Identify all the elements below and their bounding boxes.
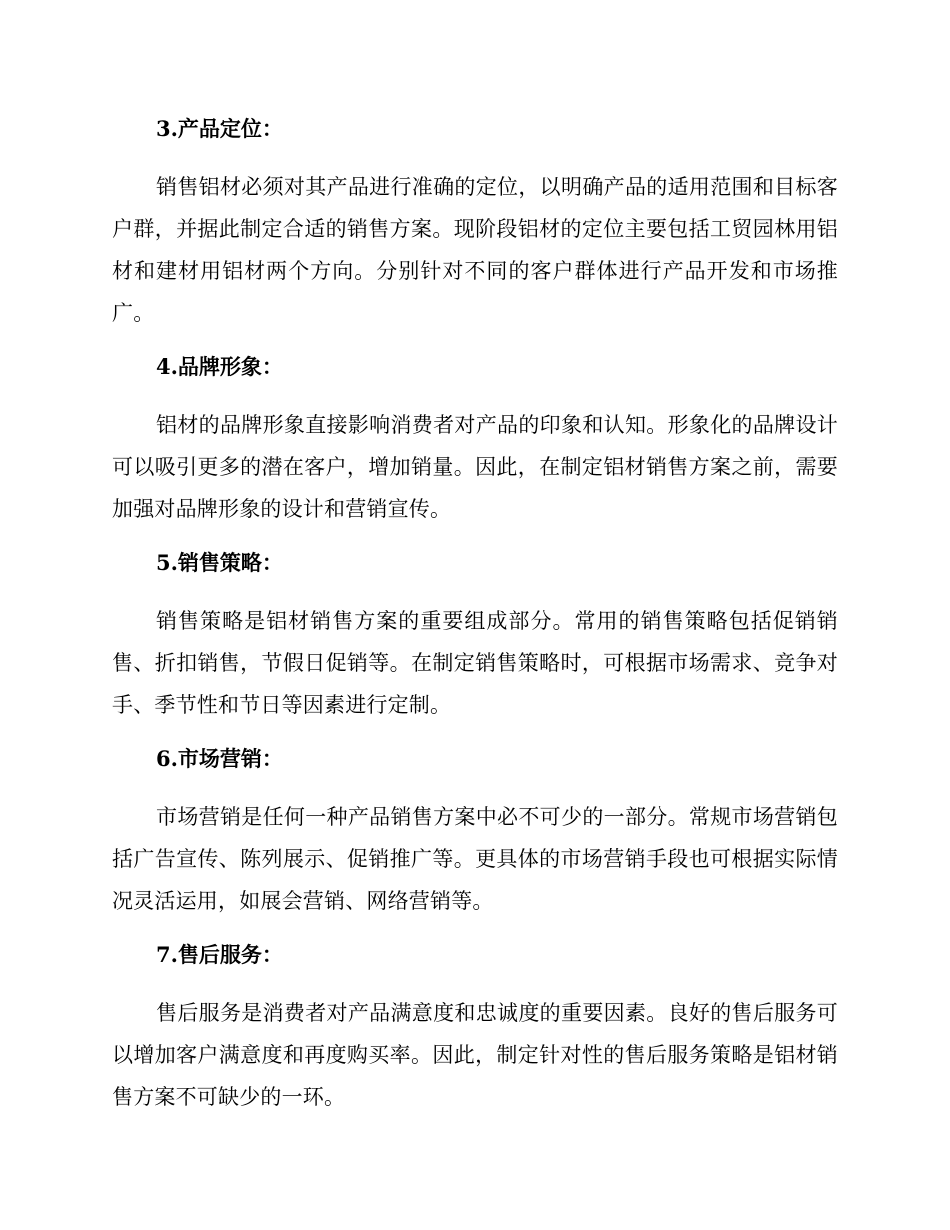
section-heading: 6.市场营销： xyxy=(156,746,283,771)
section-after-sales-service xyxy=(112,940,838,1118)
section-product-positioning xyxy=(112,114,838,334)
section-heading: 5.销售策略： xyxy=(156,550,283,575)
section-brand-image xyxy=(112,352,838,530)
section-paragraph: 销售铝材必须对其产品进行准确的定位，以明确产品的适用范围和目标客户群，并据此制定合适的销售方案。现阶段铝材的定位主要包括工贸园林用铝材和建材用铝材两个方向。分别针对不同的客户群体进行产品开发和市场推广。 xyxy=(112,175,838,325)
section-heading: 7.售后服务： xyxy=(156,942,283,967)
section-paragraph: 售后服务是消费者对产品满意度和忠诚度的重要因素。良好的售后服务可以增加客户满意度和再度购买率。因此，制定针对性的售后服务策略是铝材销售方案不可缺少的一环。 xyxy=(112,1001,838,1109)
section-paragraph: 销售策略是铝材销售方案的重要组成部分。常用的销售策略包括促销销售、折扣销售，节假日促销等。在制定销售策略时，可根据市场需求、竞争对手、季节性和节日等因素进行定制。 xyxy=(112,609,838,717)
section-paragraph: 市场营销是任何一种产品销售方案中必不可少的一部分。常规市场营销包括广告宣传、陈列展示、促销推广等。更具体的市场营销手段也可根据实际情况灵活运用，如展会营销、网络营销等。 xyxy=(112,805,838,913)
section-paragraph: 铝材的品牌形象直接影响消费者对产品的印象和认知。形象化的品牌设计可以吸引更多的潜在客户，增加销量。因此，在制定铝材销售方案之前，需要加强对品牌形象的设计和营销宣传。 xyxy=(112,413,838,521)
section-marketing xyxy=(112,744,838,922)
section-heading: 4.品牌形象： xyxy=(156,354,283,379)
section-heading: 3.产品定位： xyxy=(156,116,283,141)
section-sales-strategy xyxy=(112,548,838,726)
